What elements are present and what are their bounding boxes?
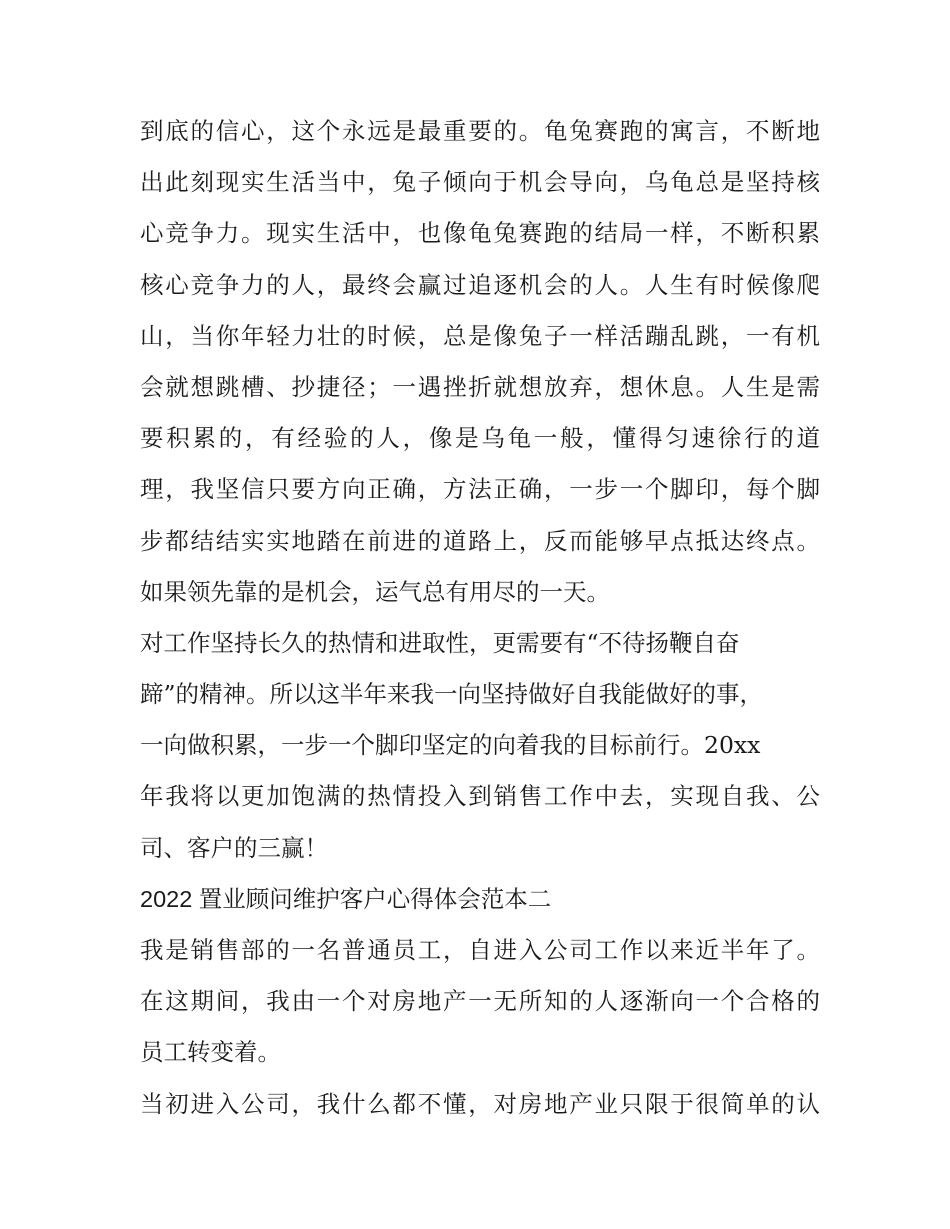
section-heading: 2022 置业顾问维护客户心得体会范本二 [140,885,552,912]
text-line: 到底的信心，这个永远是最重要的。龟兔赛跑的寓言，不断地 [140,117,820,145]
text-line: 心竞争力。现实生活中，也像龟兔赛跑的结局一样，不断积累 [140,219,820,248]
text-line: 在这期间，我由一个对房地产一无所知的人逐渐向一个合格的 [140,987,820,1016]
text-line: 核心竞争力的人，最终会赢过追逐机会的人。人生有时候像爬 [140,270,820,299]
text-line: 一向做积累，一步一个脚印坚定的向着我的目标前行。20xx [140,731,761,760]
document-body [140,106,820,1130]
text-line: 步都结结实实地踏在前进的道路上，反而能够早点抵达终点。 [140,526,820,555]
text-line: 我是销售部的一名普通员工，自进入公司工作以来近半年了。 [140,936,820,964]
text-line: 当初进入公司，我什么都不懂，对房地产业只限于很简单的认 [140,1089,820,1118]
text-line: 司、客户的三赢！ [140,833,328,862]
text-line: 员工转变着。 [140,1038,281,1067]
text-line: 山，当你年轻力壮的时候，总是像兔子一样活蹦乱跳，一有机 [140,321,820,350]
text-line: 要积累的，有经验的人，像是乌龟一般，懂得匀速徐行的道 [140,424,820,453]
text-line: 蹄”的精神。所以这半年来我一向坚持做好自我能做好的事， [140,680,764,709]
text-line: 如果领先靠的是机会，运气总有用尽的一天。 [140,577,610,606]
text-line: 对工作坚持长久的热情和进取性，更需要有“不待扬鞭自奋 [140,628,740,657]
text-line: 年我将以更加饱满的热情投入到销售工作中去，实现自我、公 [140,782,820,811]
text-line: 理，我坚信只要方向正确，方法正确，一步一个脚印，每个脚 [140,475,820,504]
text-line: 出此刻现实生活当中，兔子倾向于机会导向，乌龟总是坚持核 [140,168,820,197]
text-line: 会就想跳槽、抄捷径；一遇挫折就想放弃，想休息。人生是需 [140,372,820,401]
